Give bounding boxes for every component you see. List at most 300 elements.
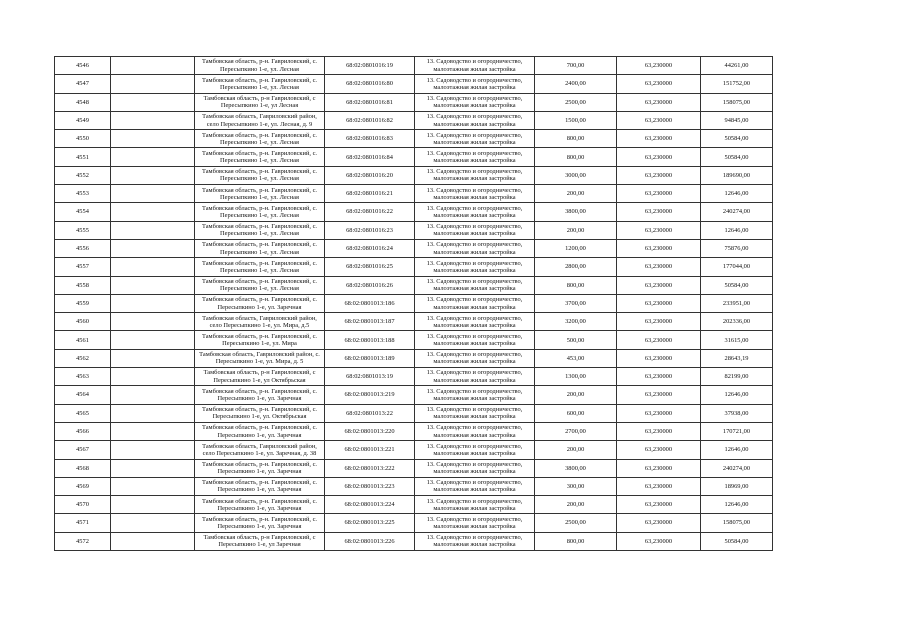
row-number: [55, 57, 111, 75]
table-row: [55, 404, 773, 422]
row-number: [55, 93, 111, 111]
cost-cell: [701, 276, 773, 294]
area-value: 800,00: [566, 135, 585, 143]
address-line-1: Тамбовская область, Гавриловский район,: [202, 442, 317, 450]
rate-value: 63,230000: [644, 464, 673, 472]
land-use-line-2: малоэтажная жилая застройка: [433, 523, 516, 531]
table-row: [55, 203, 773, 221]
address-cell: [195, 496, 325, 514]
cadastral-number-cell: [325, 422, 415, 440]
cost-value: 240274,00: [722, 464, 751, 472]
area-value: 200,00: [566, 501, 585, 509]
cost-cell: [701, 532, 773, 550]
address-line-2: Пересыпкино 1-е, ул. Заречная: [217, 303, 302, 311]
area-cell: [535, 258, 617, 276]
address-cell: [195, 111, 325, 129]
cost-value: 44261,00: [724, 62, 749, 70]
row-number: [55, 75, 111, 93]
row-number-text: 4564: [76, 391, 89, 399]
land-use-line-1: 13. Садоводство и огородничество,: [426, 259, 523, 267]
rate-cell: [617, 349, 701, 367]
row-number-text: 4570: [76, 501, 89, 509]
cost-cell: [701, 496, 773, 514]
area-value: 3000,00: [565, 171, 586, 179]
cost-value: 50584,00: [724, 153, 749, 161]
cost-value: 28643,19: [724, 354, 749, 362]
land-use-line-2: малоэтажная жилая застройка: [433, 431, 516, 439]
cadastral-number: 68:02:0801013:226: [344, 537, 395, 545]
land-use-line-1: 13. Садоводство и огородничество,: [426, 113, 523, 121]
blank-cell: [111, 75, 195, 93]
cost-cell: [701, 331, 773, 349]
row-number: [55, 422, 111, 440]
table-row: [55, 75, 773, 93]
cost-value: 50584,00: [724, 537, 749, 545]
rate-value: 63,230000: [644, 519, 673, 527]
area-value: 800,00: [566, 281, 585, 289]
land-use-cell: [415, 477, 535, 495]
area-cell: [535, 441, 617, 459]
cost-cell: [701, 459, 773, 477]
rate-cell: [617, 422, 701, 440]
area-value: 1200,00: [565, 245, 586, 253]
cost-cell: [701, 477, 773, 495]
row-number-text: 4558: [76, 281, 89, 289]
cadastral-number-cell: [325, 258, 415, 276]
address-line-1: Тамбовская область, р-н. Гавриловский, с.: [201, 497, 318, 505]
row-number: [55, 203, 111, 221]
cost-cell: [701, 221, 773, 239]
address-line-1: Тамбовская область, р-н Гавриловский, с: [203, 534, 316, 542]
area-value: 800,00: [566, 153, 585, 161]
cadastral-number: 68:02:0801013:219: [344, 391, 395, 399]
cadastral-number: 68:02:0801016:82: [346, 116, 393, 124]
row-number-text: 4556: [76, 245, 89, 253]
row-number: [55, 459, 111, 477]
land-use-line-2: малоэтажная жилая застройка: [433, 266, 516, 274]
land-use-cell: [415, 331, 535, 349]
cadastral-number: 68:02:0801013:186: [344, 299, 395, 307]
address-cell: [195, 331, 325, 349]
address-line-1: Тамбовская область, р-н. Гавриловский, с.: [201, 296, 318, 304]
land-use-line-2: малоэтажная жилая застройка: [433, 102, 516, 110]
row-number: [55, 349, 111, 367]
land-use-cell: [415, 441, 535, 459]
cost-value: 94845,00: [724, 116, 749, 124]
land-use-line-2: малоэтажная жилая застройка: [433, 321, 516, 329]
area-cell: [535, 130, 617, 148]
area-value: 2400,00: [565, 80, 586, 88]
land-use-cell: [415, 459, 535, 477]
rate-cell: [617, 185, 701, 203]
rate-value: 63,230000: [644, 482, 673, 490]
area-cell: [535, 368, 617, 386]
area-cell: [535, 514, 617, 532]
cadastral-number-cell: [325, 404, 415, 422]
blank-cell: [111, 404, 195, 422]
area-cell: [535, 294, 617, 312]
row-number: [55, 496, 111, 514]
land-use-line-2: малоэтажная жилая застройка: [433, 138, 516, 146]
area-value: 2700,00: [565, 427, 586, 435]
cost-value: 82199,00: [724, 373, 749, 381]
address-line-1: Тамбовская область, р-н. Гавриловский, с.: [201, 168, 318, 176]
cadastral-number: 68:02:0801013:22: [346, 409, 393, 417]
rate-cell: [617, 57, 701, 75]
address-line-2: Пересыпкино 1-е, ул. Заречная: [217, 504, 302, 512]
address-line-1: Тамбовская область, р-н. Гавриловский, с.: [201, 241, 318, 249]
cost-value: 12646,00: [724, 190, 749, 198]
area-value: 500,00: [566, 336, 585, 344]
table-row: [55, 276, 773, 294]
address-cell: [195, 404, 325, 422]
land-use-cell: [415, 368, 535, 386]
land-use-cell: [415, 514, 535, 532]
land-use-line-2: малоэтажная жилая застройка: [433, 285, 516, 293]
cost-cell: [701, 349, 773, 367]
address-cell: [195, 313, 325, 331]
area-cell: [535, 459, 617, 477]
cost-value: 50584,00: [724, 281, 749, 289]
address-line-1: Тамбовская область, р-н. Гавриловский, с.: [201, 131, 318, 139]
cost-cell: [701, 166, 773, 184]
land-use-line-2: малоэтажная жилая застройка: [433, 376, 516, 384]
rate-value: 63,230000: [644, 409, 673, 417]
area-cell: [535, 349, 617, 367]
area-value: 453,00: [566, 354, 585, 362]
address-cell: [195, 459, 325, 477]
row-number-text: 4549: [76, 116, 89, 124]
cost-cell: [701, 93, 773, 111]
row-number: [55, 239, 111, 257]
land-use-line-2: малоэтажная жилая застройка: [433, 394, 516, 402]
land-use-line-1: 13. Садоводство и огородничество,: [426, 76, 523, 84]
land-use-line-1: 13. Садоводство и огородничество,: [426, 332, 523, 340]
rate-value: 63,230000: [644, 537, 673, 545]
land-use-line-2: малоэтажная жилая застройка: [433, 65, 516, 73]
land-use-cell: [415, 349, 535, 367]
row-number-text: 4547: [76, 80, 89, 88]
blank-cell: [111, 203, 195, 221]
cadastral-number: 68:02:0801016:23: [346, 226, 393, 234]
land-use-cell: [415, 148, 535, 166]
cadastral-number: 68:02:0801016:84: [346, 153, 393, 161]
row-number-text: 4551: [76, 153, 89, 161]
land-use-line-1: 13. Садоводство и огородничество,: [426, 149, 523, 157]
blank-cell: [111, 166, 195, 184]
rate-value: 63,230000: [644, 281, 673, 289]
cadastral-number: 68:02:0801013:225: [344, 519, 395, 527]
table-row: [55, 459, 773, 477]
address-line-1: Тамбовская область, р-н Гавриловский, с: [203, 369, 316, 377]
land-use-cell: [415, 221, 535, 239]
area-cell: [535, 532, 617, 550]
area-value: 300,00: [566, 482, 585, 490]
blank-cell: [111, 57, 195, 75]
row-number: [55, 532, 111, 550]
rate-value: 63,230000: [644, 190, 673, 198]
rate-value: 63,230000: [644, 135, 673, 143]
address-line-2: Пересыпкино 1-е, ул. Лесная: [220, 83, 299, 91]
address-line-1: Тамбовская область, р-н. Гавриловский, с.: [201, 223, 318, 231]
cadastral-number: 68:02:0801016:20: [346, 171, 393, 179]
address-line-2: Пересыпкино 1-е, ул. Лесная: [220, 193, 299, 201]
address-cell: [195, 221, 325, 239]
table-row: [55, 441, 773, 459]
land-use-cell: [415, 386, 535, 404]
rate-cell: [617, 93, 701, 111]
rate-cell: [617, 130, 701, 148]
rate-value: 63,230000: [644, 116, 673, 124]
table-row: [55, 93, 773, 111]
rate-cell: [617, 441, 701, 459]
table-row: [55, 221, 773, 239]
cadastral-number-cell: [325, 239, 415, 257]
land-use-cell: [415, 404, 535, 422]
cost-cell: [701, 422, 773, 440]
cost-value: 177044,00: [722, 263, 751, 271]
rate-value: 63,230000: [644, 153, 673, 161]
table-row: [55, 532, 773, 550]
row-number: [55, 441, 111, 459]
rate-cell: [617, 313, 701, 331]
address-cell: [195, 258, 325, 276]
row-number-text: 4554: [76, 208, 89, 216]
cadastral-number-cell: [325, 221, 415, 239]
land-use-line-2: малоэтажная жилая застройка: [433, 193, 516, 201]
table-row: [55, 294, 773, 312]
blank-cell: [111, 185, 195, 203]
cadastral-number: 68:02:0801013:224: [344, 501, 395, 509]
row-number-text: 4555: [76, 226, 89, 234]
area-value: 1500,00: [565, 116, 586, 124]
blank-cell: [111, 386, 195, 404]
rate-cell: [617, 496, 701, 514]
rate-cell: [617, 477, 701, 495]
area-cell: [535, 75, 617, 93]
land-use-line-2: малоэтажная жилая застройка: [433, 303, 516, 311]
rate-cell: [617, 148, 701, 166]
blank-cell: [111, 349, 195, 367]
land-use-cell: [415, 111, 535, 129]
cadastral-number-cell: [325, 441, 415, 459]
table-row: [55, 148, 773, 166]
rate-value: 63,230000: [644, 354, 673, 362]
blank-cell: [111, 331, 195, 349]
cadastral-number-cell: [325, 93, 415, 111]
blank-cell: [111, 93, 195, 111]
row-number-text: 4569: [76, 482, 89, 490]
land-use-line-2: малоэтажная жилая застройка: [433, 340, 516, 348]
cadastral-number-cell: [325, 276, 415, 294]
cost-value: 75876,00: [724, 245, 749, 253]
row-number-text: 4560: [76, 318, 89, 326]
cost-value: 240274,00: [722, 208, 751, 216]
row-number: [55, 221, 111, 239]
row-number: [55, 368, 111, 386]
area-cell: [535, 221, 617, 239]
area-cell: [535, 111, 617, 129]
area-value: 2500,00: [565, 519, 586, 527]
area-value: 3800,00: [565, 208, 586, 216]
address-line-2: Пересыпкино 1-е, ул. Октябрьская: [212, 413, 307, 421]
row-number-text: 4553: [76, 190, 89, 198]
rate-value: 63,230000: [644, 245, 673, 253]
area-value: 2800,00: [565, 263, 586, 271]
address-line-2: Пересыпкино 1-е, ул. Заречная: [217, 431, 302, 439]
area-value: 1300,00: [565, 373, 586, 381]
blank-cell: [111, 532, 195, 550]
cost-cell: [701, 57, 773, 75]
area-cell: [535, 148, 617, 166]
address-cell: [195, 93, 325, 111]
cost-value: 202336,00: [722, 318, 751, 326]
cost-value: 12646,00: [724, 501, 749, 509]
cadastral-number-cell: [325, 75, 415, 93]
area-cell: [535, 203, 617, 221]
cadastral-number: 68:02:0801016:24: [346, 245, 393, 253]
blank-cell: [111, 111, 195, 129]
cadastral-number-cell: [325, 349, 415, 367]
address-cell: [195, 203, 325, 221]
address-line-1: Тамбовская область, р-н. Гавриловский, с.: [201, 204, 318, 212]
cost-cell: [701, 514, 773, 532]
address-line-2: Пересыпкино 1-е, ул Октябрьская: [213, 376, 306, 384]
row-number-text: 4561: [76, 336, 89, 344]
table-row: [55, 477, 773, 495]
rate-value: 63,230000: [644, 501, 673, 509]
cost-cell: [701, 386, 773, 404]
area-cell: [535, 276, 617, 294]
land-use-line-1: 13. Садоводство и огородничество,: [426, 168, 523, 176]
land-use-line-1: 13. Садоводство и огородничество,: [426, 204, 523, 212]
address-cell: [195, 368, 325, 386]
cadastral-number-cell: [325, 185, 415, 203]
cadastral-number: 68:02:0801013:188: [344, 336, 395, 344]
rate-cell: [617, 258, 701, 276]
cadastral-number: 68:02:0801016:81: [346, 98, 393, 106]
row-number: [55, 111, 111, 129]
row-number-text: 4557: [76, 263, 89, 271]
land-use-cell: [415, 258, 535, 276]
row-number-text: 4565: [76, 409, 89, 417]
cost-value: 50584,00: [724, 135, 749, 143]
address-cell: [195, 294, 325, 312]
address-line-2: Пересыпкино 1-е, ул. Лесная: [220, 138, 299, 146]
table-row: [55, 185, 773, 203]
land-use-line-2: малоэтажная жилая застройка: [433, 413, 516, 421]
cadastral-number-cell: [325, 514, 415, 532]
land-use-line-2: малоэтажная жилая застройка: [433, 248, 516, 256]
row-number: [55, 130, 111, 148]
land-use-line-1: 13. Садоводство и огородничество,: [426, 534, 523, 542]
address-cell: [195, 514, 325, 532]
address-line-2: Пересыпкино 1-е, ул. Мира, д. 5: [215, 358, 304, 366]
cost-cell: [701, 185, 773, 203]
area-cell: [535, 239, 617, 257]
row-number: [55, 148, 111, 166]
cadastral-number: 68:02:0801016:83: [346, 135, 393, 143]
rate-value: 63,230000: [644, 427, 673, 435]
cadastral-number-cell: [325, 331, 415, 349]
address-line-2: село Пересыпкино 1-е, ул. Мира, д.5: [209, 321, 310, 329]
address-cell: [195, 441, 325, 459]
address-line-1: Тамбовская область, р-н. Гавриловский, с.: [201, 515, 318, 523]
land-use-line-1: 13. Садоводство и огородничество,: [426, 515, 523, 523]
address-line-2: Пересыпкино 1-е, ул. Лесная: [220, 175, 299, 183]
address-line-1: Тамбовская область, р-н. Гавриловский, с.: [201, 424, 318, 432]
blank-cell: [111, 148, 195, 166]
cost-value: 37938,00: [724, 409, 749, 417]
cost-value: 12646,00: [724, 391, 749, 399]
document-page: [54, 56, 772, 551]
address-cell: [195, 166, 325, 184]
area-cell: [535, 496, 617, 514]
land-use-line-1: 13. Садоводство и огородничество,: [426, 424, 523, 432]
cadastral-number-cell: [325, 496, 415, 514]
cost-value: 158075,00: [722, 98, 751, 106]
cost-cell: [701, 203, 773, 221]
cadastral-number-cell: [325, 459, 415, 477]
land-use-line-2: малоэтажная жилая застройка: [433, 468, 516, 476]
rate-value: 63,230000: [644, 446, 673, 454]
cost-value: 18969,00: [724, 482, 749, 490]
cadastral-number-cell: [325, 313, 415, 331]
row-number: [55, 477, 111, 495]
area-value: 800,00: [566, 537, 585, 545]
blank-cell: [111, 368, 195, 386]
row-number-text: 4566: [76, 427, 89, 435]
land-use-line-2: малоэтажная жилая застройка: [433, 449, 516, 457]
land-use-cell: [415, 185, 535, 203]
address-line-2: Пересыпкино 1-е, ул. Лесная: [220, 248, 299, 256]
land-use-line-1: 13. Садоводство и огородничество,: [426, 296, 523, 304]
cadastral-table: [54, 56, 773, 551]
land-use-line-1: 13. Садоводство и огородничество,: [426, 241, 523, 249]
row-number: [55, 276, 111, 294]
land-use-line-2: малоэтажная жилая застройка: [433, 212, 516, 220]
cadastral-number-cell: [325, 477, 415, 495]
land-use-cell: [415, 532, 535, 550]
area-cell: [535, 185, 617, 203]
area-cell: [535, 166, 617, 184]
land-use-line-1: 13. Садоводство и огородничество,: [426, 406, 523, 414]
rate-value: 63,230000: [644, 299, 673, 307]
row-number-text: 4567: [76, 446, 89, 454]
land-use-line-1: 13. Садоводство и огородничество,: [426, 497, 523, 505]
cadastral-number-cell: [325, 386, 415, 404]
address-line-1: Тамбовская область, Гавриловский район,: [202, 113, 317, 121]
cost-cell: [701, 130, 773, 148]
address-line-1: Тамбовская область, р-н. Гавриловский, с.: [201, 259, 318, 267]
address-cell: [195, 477, 325, 495]
address-line-2: Пересыпкино 1-е, ул. Лесная: [220, 230, 299, 238]
cost-cell: [701, 75, 773, 93]
rate-cell: [617, 221, 701, 239]
table-row: [55, 349, 773, 367]
rate-value: 63,230000: [644, 373, 673, 381]
address-cell: [195, 130, 325, 148]
rate-cell: [617, 75, 701, 93]
table-row: [55, 57, 773, 75]
table-row: [55, 239, 773, 257]
rate-cell: [617, 203, 701, 221]
table-row: [55, 368, 773, 386]
address-line-1: Тамбовская область, р-н Гавриловский, с: [203, 95, 316, 103]
cost-cell: [701, 294, 773, 312]
area-cell: [535, 422, 617, 440]
rate-cell: [617, 459, 701, 477]
